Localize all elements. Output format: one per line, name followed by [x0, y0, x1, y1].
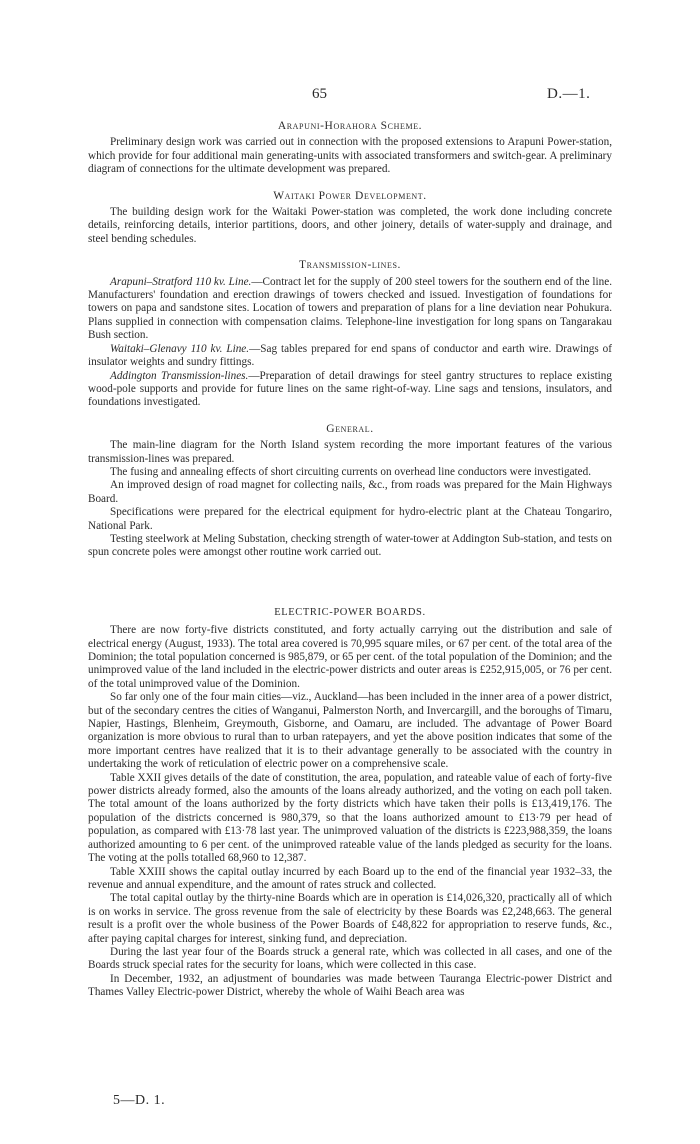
- page-number: 65: [312, 86, 327, 102]
- paragraph: The main-line diagram for the North Island system recording the more important features of the various transmission-lines was prepared.: [88, 439, 612, 465]
- paragraph-text: —Sag tables prepared for end spans of conductor and earth wire. Drawings of insulator weights and sundry fittings.: [88, 342, 613, 369]
- section-heading-general: General.: [326, 422, 374, 435]
- paragraph: [88, 276, 612, 343]
- paragraph-text: —Contract let for the supply of 200 steel towers for the southern end of the line. Manufacturers' foundation and erection drawings of towers checked and issued. Investigation of foundations for towers on papa and sandstone sites. Location of towers and preparation of plans for a line deviation near Pohukura. Plans supplied in connection with compensation claims. Telephone-line investigation for long spans on Tangarakau Bush section.: [88, 275, 612, 342]
- paragraph: [88, 370, 612, 410]
- paragraph: The fusing and annealing effects of short circuiting currents on overhead line conductors were investigated.: [110, 465, 592, 478]
- section-heading-waitaki: Waitaki Power Development.: [273, 189, 427, 202]
- section-heading-transmission: Transmission-lines.: [298, 259, 402, 272]
- page-header: [0, 88, 700, 108]
- paragraph: The building design work for the Waitaki Power-station was completed, the work done including concrete details, reinforcing details, interior partitions, doors, and other joinery, details of water-supply and drainage, and steel bending schedules.: [88, 206, 612, 245]
- paragraph: So far only one of the four main cities—viz., Auckland—has been included in the inner area of a power district, but of the secondary centres the cities of Wanganui, Palmerston North, and Invercargill, and the boroughs of Timaru, Napier, Hastings, Blenheim, Greymouth, Gisborne, and Oamaru, are included. The advantage of Power Board organization is more obvious to rural than to urban ratepayers, and yet the above position indicates that some of the more important centres have realized that it is to their advantage generally to be associated with the country in undertaking the work of reticulation of electric power on a comprehensive scale.: [88, 691, 612, 771]
- paragraph-text: —Preparation of detail drawings for steel gantry structures to replace existing wood-pole supports and provide for future lines on the same right-of-way. Line sags and tensions, insulators, and foundations investigated.: [88, 369, 612, 409]
- paragraph-lead: Addington Transmission-lines.: [110, 369, 249, 382]
- paragraph: Preliminary design work was carried out in connection with the proposed extensions to Arapuni Power-station, which provide for four additional main generating-units with associated transformers and switch-gear. A preliminary diagram of connections for the ultimate development was prepared.: [88, 136, 612, 176]
- paragraph: During the last year four of the Boards struck a general rate, which was collected in all cases, and one of the Boards struck special rates for the security for loans, which were collected in this case.: [88, 945, 612, 972]
- paragraph: [88, 343, 612, 370]
- section-heading-arapuni: Arapuni-Horahora Scheme.: [277, 120, 423, 132]
- section-heading-power-boards: ELECTRIC-POWER BOARDS.: [274, 606, 426, 618]
- paragraph-lead: Arapuni–Stratford 110 kv. Line.: [110, 275, 252, 288]
- paragraph: Specifications were prepared for the electrical equipment for hydro-electric plant at the Chateau Tongariro, National Park.: [88, 506, 612, 532]
- paragraph: An improved design of road magnet for collecting nails, &c., from roads was prepared for the Main Highways Board.: [88, 479, 612, 505]
- document-reference: D.—1.: [547, 86, 591, 102]
- page-signature: 5—D. 1.: [113, 1093, 166, 1108]
- paragraph: Testing steelwork at Meling Substation, checking strength of water-tower at Addington Sub-station, and tests on spun concrete poles were amongst other routine work carried out.: [88, 532, 612, 559]
- paragraph-lead: Waitaki–Glenavy 110 kv. Line.: [110, 342, 250, 355]
- paragraph: The total capital outlay by the thirty-nine Boards which are in operation is £14,026,320, practically all of which is on works in service. The gross revenue from the sale of electricity by these Boards was £2,248,663. The general result is a profit over the whole business of the Power Boards of £48,822 for appropriation to reserve funds, &c., after paying capital charges for interest, sinking fund, and depreciation.: [88, 892, 612, 945]
- paragraph: Table XXIII shows the capital outlay incurred by each Board up to the end of the financial year 1932–33, the revenue and annual expenditure, and the amount of rates struck and collected.: [88, 865, 612, 891]
- page-body: [88, 120, 612, 1000]
- paragraph: In December, 1932, an adjustment of boundaries was made between Tauranga Electric-power District and Thames Valley Electric-power District, whereby the whole of Waihi Beach area was: [88, 972, 612, 999]
- paragraph: There are now forty-five districts constituted, and forty actually carrying out the distribution and sale of electrical energy (August, 1933). The total area covered is 70,995 square miles, or 67 per cent. of the total area of the Dominion; the total population concerned is 985,879, or 65 per cent. of the total population of the Dominion; and the unimproved value of the land included in the electric-power districts and outer areas is £252,915,005, or 76 per cent. of the total unimproved value of the Dominion.: [88, 624, 612, 690]
- paragraph: Table XXII gives details of the date of constitution, the area, population, and rateable value of each of forty-five power districts already formed, also the amounts of the loans already authorized, and the voting on each poll taken. The total amount of the loans authorized by the forty districts which have taken their polls is £13,419,176. The population of the districts concerned is 980,379, so that the loans authorized amount to £13·79 per head of population, as compared with £13·78 last year. The unimproved valuation of the districts is £223,988,359, the loans authorized amounting to 6 per cent. of the unimproved rateable value of the lands pledged as security for the loans. The voting at the polls totalled 68,960 to 12,387.: [88, 771, 612, 865]
